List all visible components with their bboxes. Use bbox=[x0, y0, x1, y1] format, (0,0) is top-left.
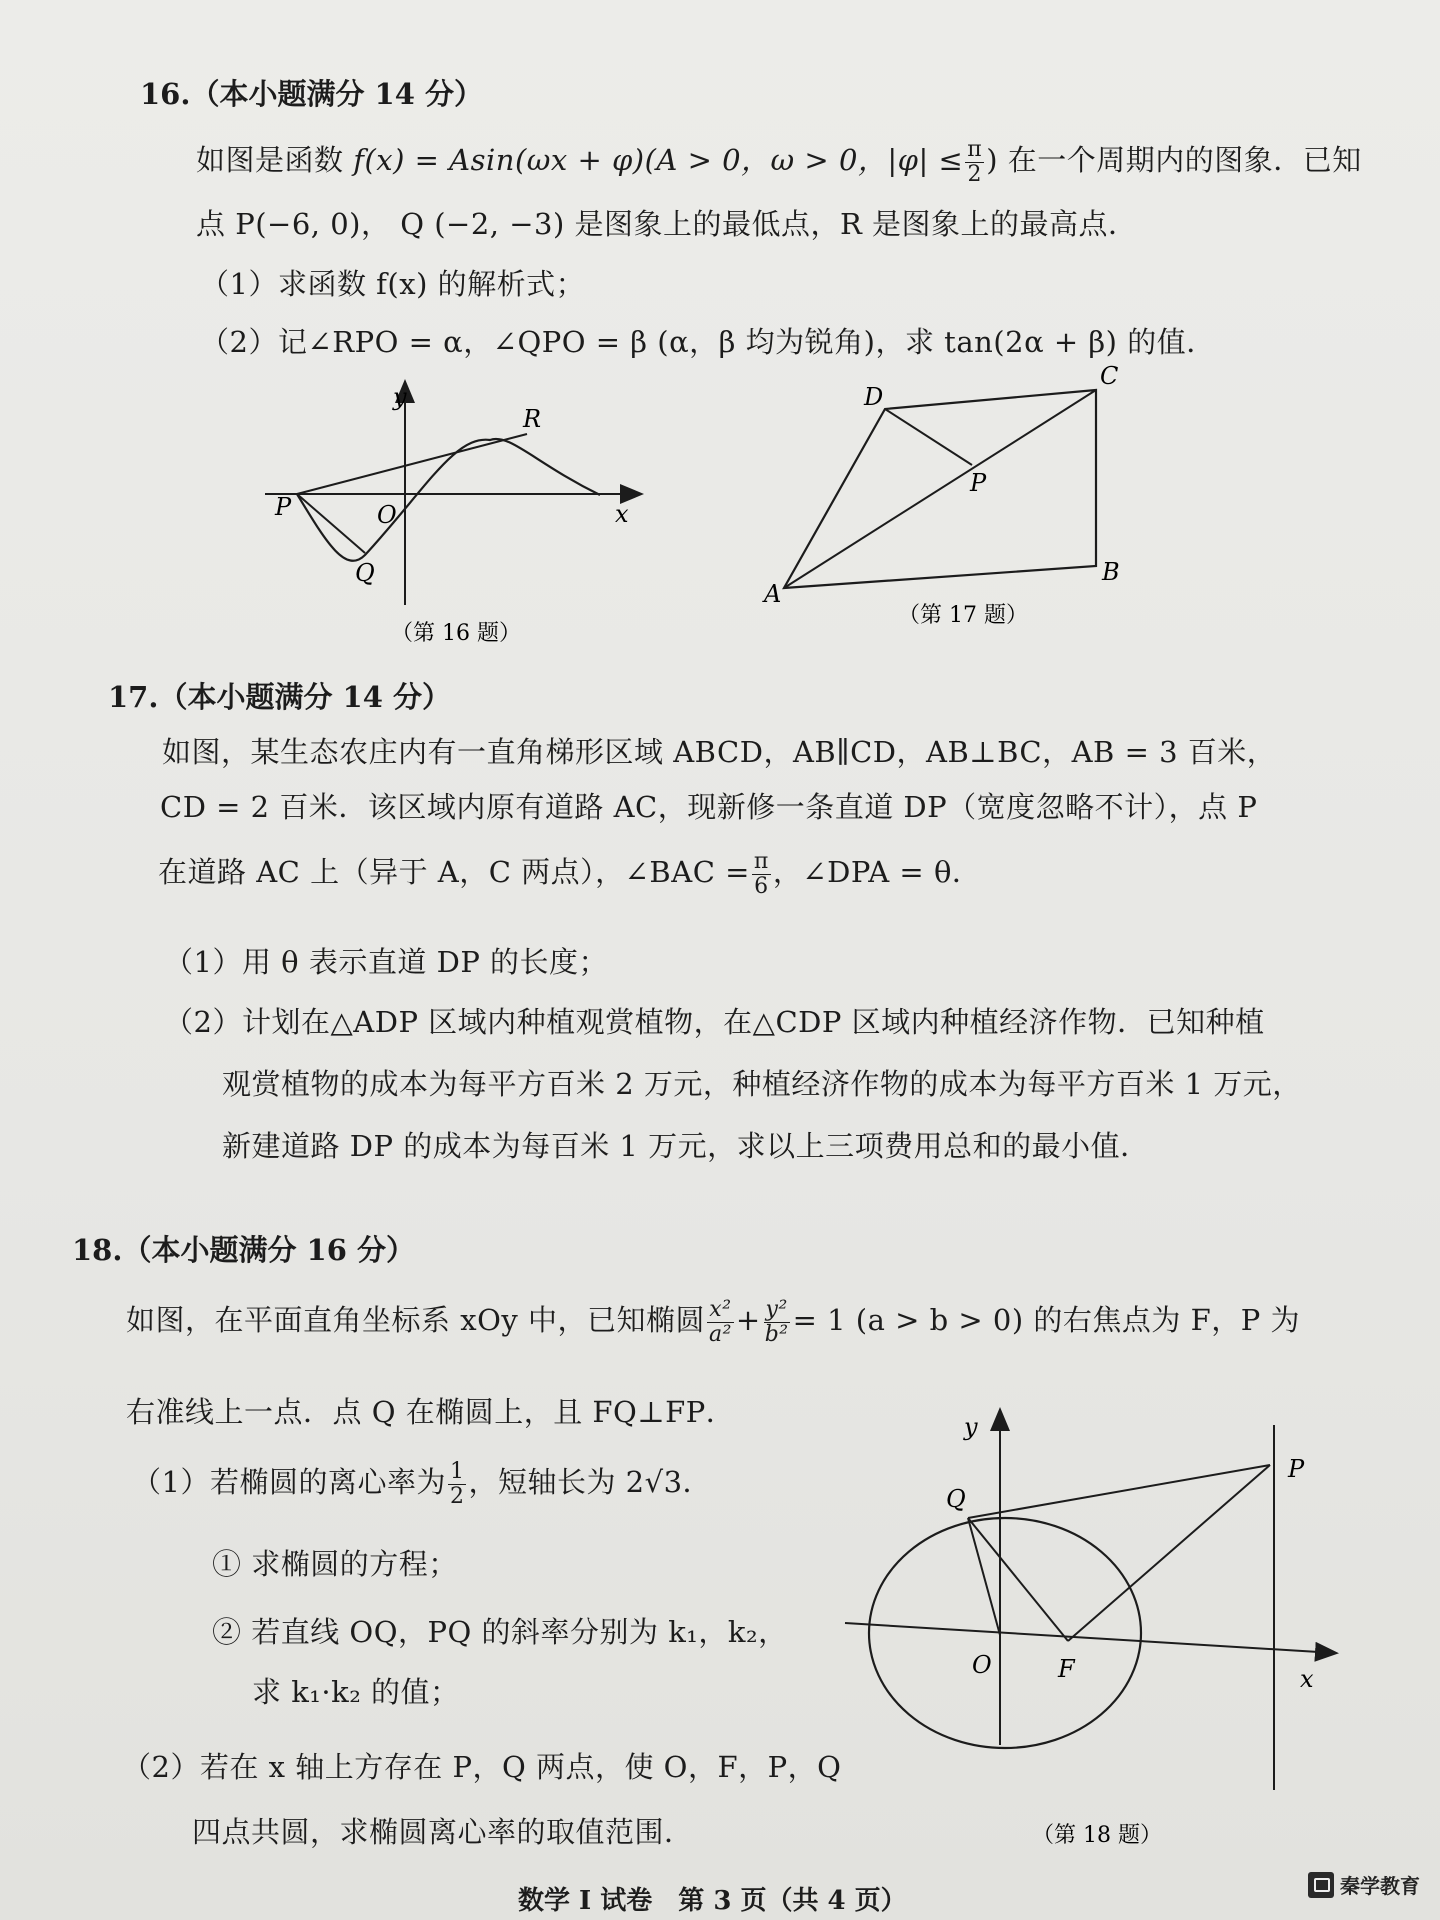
label-P: P bbox=[970, 469, 987, 497]
page-footer: 数学 I 试卷 第 3 页（共 4 页） bbox=[518, 1886, 907, 1916]
q17-line1: 如图，某生态农庄内有一直角梯形区域 ABCD，AB∥CD，AB⊥BC，AB = 3 百米， bbox=[162, 735, 1277, 769]
q18-part1: （1）若椭圆的离心率为 $\frac{1}{2}$ ，短轴长为 2√3． bbox=[132, 1459, 713, 1509]
label-O: O bbox=[377, 501, 397, 529]
figure-16-sine-graph bbox=[255, 375, 655, 650]
one-half-fraction: $\frac{1}{2}$ bbox=[449, 1459, 465, 1509]
q18-part1-sub1: ① 求椭圆的方程； bbox=[212, 1547, 458, 1581]
label-R: R bbox=[523, 405, 542, 433]
q16-line1: 如图是函数 f(x) = Asin(ωx + φ)(A > 0，ω > 0，|φ| ≤ $\frac{\pi}{2}$ ) 在一个周期内的图象．已知 bbox=[196, 137, 1362, 187]
segment-QP bbox=[968, 1465, 1270, 1518]
q16-line2: 点 P(−6, 0)， Q (−2, −3) 是图象上的最低点，R 是图象上的最高点． bbox=[196, 207, 1138, 241]
label-y: y bbox=[393, 383, 407, 411]
label-x: x bbox=[615, 500, 629, 528]
q16-title: 16.（本小题满分 14 分） bbox=[140, 77, 484, 111]
label-F: F bbox=[1058, 1655, 1075, 1683]
sine-curve bbox=[297, 439, 600, 561]
figure-18-caption: （第 18 题） bbox=[1032, 1823, 1162, 1848]
q18-title: 18.（本小题满分 16 分） bbox=[72, 1233, 416, 1267]
x2-over-a2-fraction: $\frac{\text{x²}}{\text{a²}}$ bbox=[708, 1297, 732, 1347]
label-Q: Q bbox=[946, 1485, 966, 1513]
pi-over-2-fraction: $\frac{\pi}{2}$ bbox=[967, 137, 983, 187]
q18-part2: （2）若在 x 轴上方存在 P，Q 两点，使 O，F，P，Q bbox=[122, 1750, 842, 1784]
label-D: D bbox=[864, 383, 884, 411]
q17-part2-line2: 观赏植物的成本为每平方百米 2 万元，种植经济作物的成本为每平方百米 1 万元， bbox=[222, 1067, 1302, 1101]
q18-line1: 如图，在平面直角坐标系 xOy 中，已知椭圆 $\frac{\text{x²}}{\text{a²}}$ + $\frac{\text{y²}}{\text{b²}}$ = 1 (a > b > 0) 的右焦点为 F，P 为 bbox=[126, 1297, 1300, 1347]
label-x: x bbox=[1300, 1665, 1314, 1693]
label-P: P bbox=[275, 493, 292, 521]
label-A: A bbox=[764, 580, 782, 608]
watermark-icon bbox=[1308, 1872, 1334, 1898]
x-axis bbox=[845, 1623, 1335, 1653]
q17-part2: （2）计划在△ADP 区域内种植观赏植物，在△CDP 区域内种植经济作物．已知种植 bbox=[164, 1005, 1265, 1039]
figure-17-trapezoid bbox=[750, 360, 1150, 630]
watermark-text: 秦学教育 bbox=[1340, 1874, 1420, 1898]
road-DP bbox=[885, 409, 972, 465]
q16-part1: （1）求函数 f(x) 的解析式； bbox=[200, 267, 586, 301]
q17-part1: （1）用 θ 表示直道 DP 的长度； bbox=[164, 945, 609, 979]
q17-part2-line3: 新建道路 DP 的成本为每百米 1 万元，求以上三项费用总和的最小值． bbox=[222, 1129, 1150, 1163]
label-O: O bbox=[972, 1651, 992, 1679]
figure-17-caption: （第 17 题） bbox=[898, 603, 1028, 628]
label-Q: Q bbox=[355, 559, 375, 587]
segment-QO bbox=[968, 1518, 1000, 1635]
watermark-logo bbox=[1308, 1870, 1420, 1899]
figure-18-ellipse bbox=[840, 1405, 1350, 1865]
pi-over-6-fraction: $\frac{\pi}{6}$ bbox=[753, 849, 769, 899]
label-B: B bbox=[1102, 558, 1120, 586]
q17-title: 17.（本小题满分 14 分） bbox=[108, 680, 452, 714]
y2-over-b2-fraction: $\frac{\text{y²}}{\text{b²}}$ bbox=[764, 1297, 789, 1347]
figure-16-caption: （第 16 题） bbox=[391, 621, 521, 646]
q17-line3: 在道路 AC 上（异于 A，C 两点），∠BAC = $\frac{\pi}{6}$ ，∠DPA = θ． bbox=[158, 849, 982, 899]
q16-part2: （2）记∠RPO = α，∠QPO = β (α，β 均为锐角)，求 tan(2α + β) 的值． bbox=[200, 325, 1216, 359]
q18-part1-sub2-line2: 求 k₁·k₂ 的值； bbox=[252, 1675, 460, 1709]
q18-line2: 右准线上一点．点 Q 在椭圆上，且 FQ⊥FP． bbox=[126, 1395, 736, 1429]
q18-part1-sub2: ② 若直线 OQ，PQ 的斜率分别为 k₁，k₂， bbox=[212, 1615, 788, 1649]
segment-PR bbox=[297, 434, 527, 494]
label-y: y bbox=[964, 1413, 978, 1441]
q18-part2-line2: 四点共圆，求椭圆离心率的取值范围． bbox=[192, 1815, 694, 1849]
q17-line2: CD = 2 百米．该区域内原有道路 AC，现新修一条直道 DP（宽度忽略不计），点 P bbox=[160, 790, 1258, 824]
road-AC bbox=[784, 390, 1096, 588]
label-C: C bbox=[1100, 362, 1119, 390]
segment-FP bbox=[1068, 1465, 1270, 1641]
segment-QF bbox=[968, 1518, 1068, 1641]
label-P: P bbox=[1288, 1455, 1305, 1483]
